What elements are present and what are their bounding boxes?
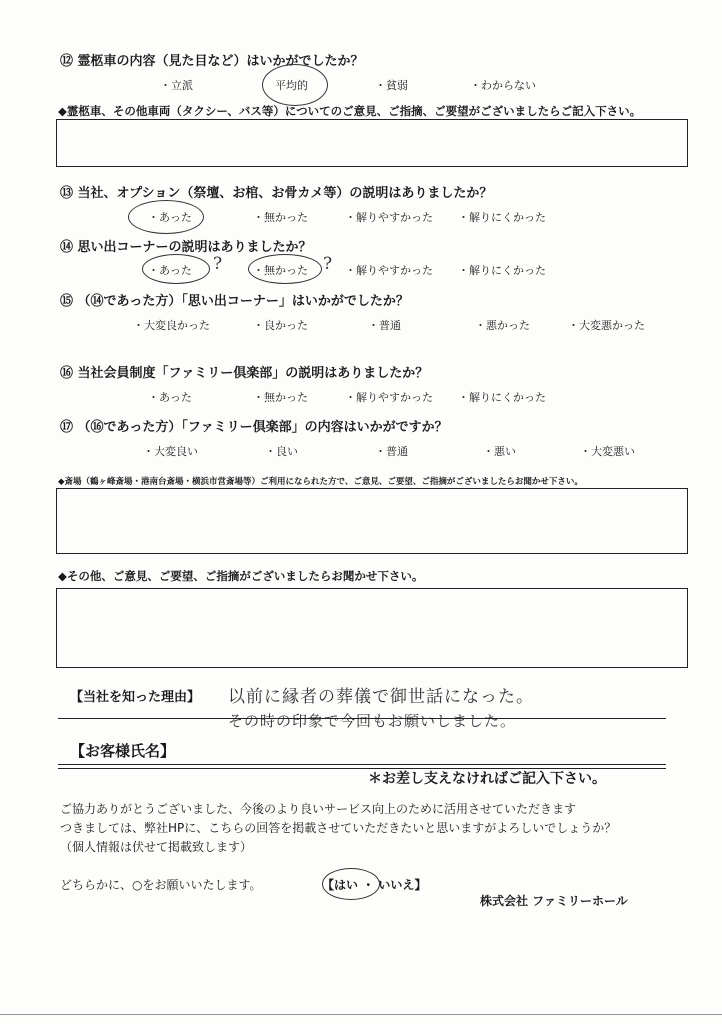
- closing-line-3: （個人情報は伏せて掲載致します）: [60, 840, 253, 854]
- q13-question: ⑬ 当社、オプション（祭壇、お棺、お骨カメ等）の説明はありましたか？: [60, 186, 493, 201]
- consent-no[interactable]: いいえ: [378, 878, 415, 892]
- closing-line-1: ご協力ありがとうございました、今後のより良いサービス向上のために活用させていただきます: [60, 802, 577, 816]
- remark-vehicle-box[interactable]: [56, 119, 688, 167]
- closing-line-4: どちらかに、○をお願いいたします。: [60, 878, 262, 892]
- q16-option-4[interactable]: ・解りにくかった: [458, 391, 546, 404]
- consent-yes-circle: [322, 868, 380, 900]
- q17-question: ⑰ （⑯であった方）「ファミリー倶楽部」の内容はいかがですか？: [60, 420, 448, 435]
- consent-bracket-open: 【: [322, 878, 335, 892]
- q17-option-1[interactable]: ・大変良い: [143, 445, 198, 458]
- remark-vehicle-label: ◆霊柩車、その他車両（タクシー、バス等）についてのご意見、ご指摘、ご要望がございましたらご記入下さい。: [58, 104, 642, 118]
- q14-circle-1: [142, 254, 210, 284]
- q12-option-4[interactable]: ・わからない: [470, 79, 536, 92]
- q14-question-mark-1: ?: [213, 254, 224, 274]
- q17-option-2[interactable]: ・良い: [265, 445, 298, 458]
- q13-option-4[interactable]: ・解りにくかった: [458, 211, 546, 224]
- q12-option-2[interactable]: 平均的: [275, 79, 308, 92]
- consent-yes[interactable]: はい: [334, 878, 359, 892]
- q17-option-3[interactable]: ・普通: [375, 445, 408, 458]
- reason-handwriting-2: その時の印象で今回もお願いしました。: [228, 712, 517, 730]
- remark-other-label: ◆その他、ご意見、ご要望、ご指摘がございましたらお聞かせ下さい。: [58, 569, 424, 583]
- q15-question: ⑮ （⑭であった方）「思い出コーナー」はいかがでしたか？: [60, 294, 409, 309]
- q15-option-2[interactable]: ・良かった: [253, 319, 308, 332]
- q16-option-1[interactable]: ・あった: [148, 391, 192, 404]
- q12-selected-circle: [262, 64, 328, 106]
- remark-other-box[interactable]: [56, 588, 688, 668]
- q16-option-3[interactable]: ・解りやすかった: [345, 391, 433, 404]
- q13-option-3[interactable]: ・解りやすかった: [345, 211, 433, 224]
- reason-divider: [58, 718, 666, 719]
- q14-option-3[interactable]: ・解りやすかった: [345, 264, 433, 277]
- q14-option-4[interactable]: ・解りにくかった: [458, 264, 546, 277]
- q16-option-2[interactable]: ・無かった: [253, 391, 308, 404]
- customer-optional-note: ＊お差し支えなければご記入下さい。: [368, 771, 606, 787]
- q14-option-2[interactable]: ・無かった: [253, 264, 308, 277]
- q12-option-1[interactable]: ・立派: [160, 79, 193, 92]
- q14-question: ⑭ 思い出コーナーの説明はありましたか？: [60, 240, 312, 255]
- company-name: 株式会社 ファミリーホール: [480, 894, 628, 908]
- consent-separator: ・: [362, 878, 375, 892]
- consent-bracket-close: 】: [414, 878, 427, 892]
- q17-option-5[interactable]: ・大変悪い: [580, 445, 635, 458]
- q12-option-3[interactable]: ・貧弱: [375, 79, 408, 92]
- customer-divider-1: [58, 764, 666, 765]
- reason-handwriting-1: 以前に縁者の葬儀で御世話になった。: [228, 687, 534, 707]
- q15-option-1[interactable]: ・大変良かった: [133, 319, 210, 332]
- q13-option-2[interactable]: ・無かった: [253, 211, 308, 224]
- closing-line-2: つきましては、弊社HPに、こちらの回答を掲載させていただきたいと思いますがよろしいでしょうか？: [60, 821, 617, 835]
- q14-question-mark-2: ?: [323, 254, 334, 274]
- q15-option-4[interactable]: ・悪かった: [475, 319, 530, 332]
- customer-name-label: 【お客様氏名】: [70, 742, 176, 760]
- q12-question: ⑫ 霊柩車の内容（見た目など）はいかがでしたか？: [60, 54, 364, 69]
- q14-circle-2: [248, 254, 322, 284]
- q13-selected-circle: [128, 200, 204, 234]
- q16-question: ⑯ 当社会員制度「ファミリー倶楽部」の説明はありましたか？: [60, 366, 429, 381]
- remark-crematorium-label: ◆斎場（鶴ヶ峰斎場・港南台斎場・横浜市営斎場等）ご利用になられた方で、ご意見、ご要望、ご指摘がございましたらお聞かせ下さい。: [58, 477, 583, 487]
- q15-option-3[interactable]: ・普通: [368, 319, 401, 332]
- remark-crematorium-box[interactable]: [56, 488, 688, 554]
- q13-option-1[interactable]: ・あった: [148, 211, 192, 224]
- page-bottom-edge: [0, 1014, 722, 1015]
- reason-label: 【当社を知った理由】: [70, 690, 201, 705]
- q14-option-1[interactable]: ・あった: [148, 264, 192, 277]
- q17-option-4[interactable]: ・悪い: [483, 445, 516, 458]
- q15-option-5[interactable]: ・大変悪かった: [568, 319, 645, 332]
